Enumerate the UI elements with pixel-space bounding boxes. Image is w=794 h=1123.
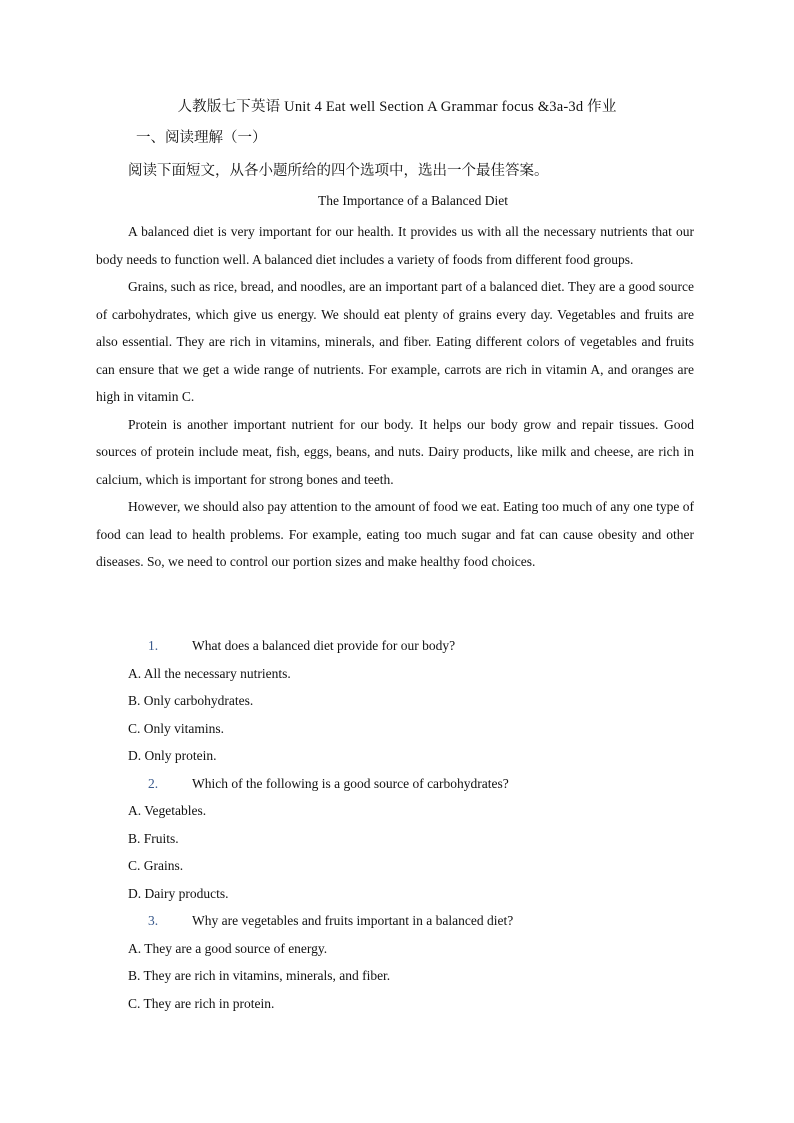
passage-title: The Importance of a Balanced Diet [317, 193, 509, 208]
passage-paragraph: Protein is another important nutrient for our body. It helps our body grow and repair tissues. Good sources of protein include meat, fish, eggs, beans, and nuts. Dairy products, like milk and cheese, are rich in calcium, which is important for strong bones and teeth. [96, 416, 694, 487]
question-number: 1. [148, 638, 159, 653]
question-number: 2. [148, 775, 159, 791]
answer-option: A. They are a good source of energy. [128, 940, 328, 956]
answer-option: D. Dairy products. [128, 885, 229, 901]
question-stem [128, 907, 688, 935]
section-heading: 一、阅读理解（一） [136, 130, 267, 146]
question-text: Why are vegetables and fruits important in a balanced diet? [192, 913, 514, 928]
answer-option: B. Fruits. [128, 830, 179, 846]
answer-option: A. All the necessary nutrients. [128, 665, 291, 681]
answer-option: B. Only carbohydrates. [128, 693, 254, 708]
passage-paragraph: A balanced diet is very important for our health. It provides us with all the necessary nutrients that our body needs to function well. A balanced diet includes a variety of foods from different food groups. [96, 224, 694, 267]
answer-option: C. Grains. [128, 858, 184, 873]
document-title: 人教版七下英语 Unit 4 Eat well Section A Grammar focus &3a-3d 作业 [177, 99, 617, 115]
question-stem [128, 632, 688, 660]
answer-option: C. They are rich in protein. [128, 995, 275, 1011]
answer-option: B. They are rich in vitamins, minerals, and fiber. [128, 968, 391, 983]
instruction-text: 阅读下面短文，从各小题所给的四个选项中，选出一个最佳答案。 [128, 163, 549, 179]
question-number: 3. [148, 913, 159, 928]
passage-body [96, 218, 694, 576]
question-item [128, 770, 688, 908]
answer-option: A. Vegetables. [128, 803, 207, 818]
passage-paragraph: However, we should also pay attention to the amount of food we eat. Eating too much of any one type of food can lead to health problems. For example, eating too much sugar and fat can cause obesity and other diseases. So, we need to control our portion sizes and make healthy food choices. [96, 499, 694, 569]
question-item [128, 632, 688, 770]
question-list [128, 632, 688, 1017]
passage-paragraph: Grains, such as rice, bread, and noodles, are an important part of a balanced diet. They are a good source of carbohydrates, which give us energy. We should eat plenty of grains every day. Vegetables and fruits are also essential. They are rich in vitamins, minerals, and fiber. Eating different colors of vegetables and fruits can ensure that we get a wide range of nutrients. For example, carrots are rich in vitamin A, and oranges are high in vitamin C. [96, 279, 694, 404]
question-item [128, 907, 688, 1017]
question-text: Which of the following is a good source of carbohydrates? [192, 775, 509, 791]
question-text: What does a balanced diet provide for our body? [192, 638, 456, 653]
answer-option: C. Only vitamins. [128, 720, 225, 736]
answer-option: D. Only protein. [128, 748, 217, 763]
question-stem [128, 770, 688, 798]
